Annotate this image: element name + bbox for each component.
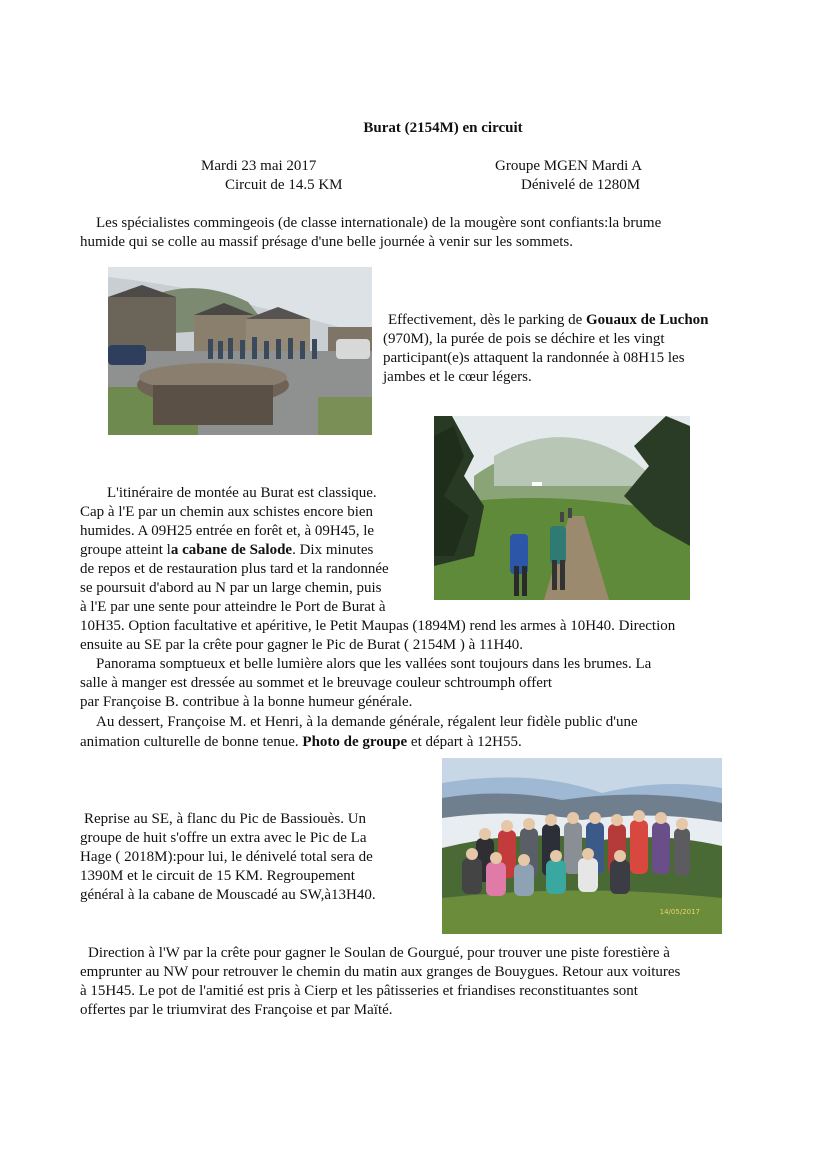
para-route-line: humides. A 09H25 entrée en forêt et, à 09H45, le [80, 523, 375, 539]
elevation-gain: Dénivelé de 1280M [521, 177, 641, 193]
para-route-line: Cap à l'E par un chemin aux schistes encore bien [80, 504, 374, 520]
photo-date-stamp: 14/05/2017 [659, 908, 700, 916]
para-return-line: à 15H45. Le pot de l'amitié est pris à Cierp et les pâtisseries et friandises reconstituantes sont [80, 983, 638, 999]
para-parking-line: Effectivement, dès le parking de Gouaux de Luchon [388, 312, 709, 328]
para-descent-line: 1390M et le circuit de 15 KM. Regroupement [80, 868, 355, 884]
para-parking-line: (970M), la purée de pois se déchire et les vingt [383, 331, 665, 347]
document-title: Burat (2154M) en circuit [363, 120, 523, 136]
group-summit-photo [442, 758, 722, 934]
para-route-line: de repos et de restauration plus tard et la randonnée [80, 561, 389, 577]
para-return-line: offertes par le triumvirat des Françoise et par Maïté. [80, 1002, 393, 1018]
group-photo-label: Photo de groupe [302, 734, 408, 750]
place-cabane-de-salode: a cabane de Salode [170, 542, 293, 558]
para-descent-line: Hage ( 2018M):pour lui, le dénivelé total sera de [80, 849, 373, 865]
para-return-line: emprunter au NW pour retrouver le chemin du matin aux granges de Bouygues. Retour aux voitures [80, 964, 681, 980]
para-route-line: 10H35. Option facultative et apéritive, le Petit Maupas (1894M) rend les armes à 10H40. Direction [80, 618, 676, 634]
para-summit-line: salle à manger est dressée au sommet et le breuvage couleur schtroumph offert [80, 675, 553, 691]
para-parking-line: participant(e)s attaquent la randonnée à 08H15 les [383, 350, 685, 366]
para-return-line: Direction à l'W par la crête pour gagner le Soulan de Gourgué, pour trouver une piste forestière à [88, 945, 670, 961]
para-descent-line: général à la cabane de Mouscadé au SW,à13H40. [80, 887, 376, 903]
hikers-trail-photo [434, 416, 690, 600]
para-route-line: L'itinéraire de montée au Burat est classique. [107, 485, 377, 501]
para-dessert-line: animation culturelle de bonne tenue. Photo de groupe et départ à 12H55. [80, 734, 522, 750]
para-route-line: ensuite au SE par la crête pour gagner le Pic de Burat ( 2154M ) à 11H40. [80, 637, 524, 653]
para-route-line: à l'E par une sente pour atteindre le Port de Burat à [80, 599, 386, 615]
group-name: Groupe MGEN Mardi A [495, 158, 643, 174]
place-gouaux-de-luchon: Gouaux de Luchon [585, 312, 709, 328]
para-summit-line: Panorama somptueux et belle lumière alors que les vallées sont toujours dans les brumes. La [96, 656, 652, 672]
para-descent-line: Reprise au SE, à flanc du Pic de Bassiouès. Un [84, 811, 367, 827]
intro-line: humide qui se colle au massif présage d'une belle journée à venir sur les sommets. [80, 234, 573, 250]
circuit-length: Circuit de 14.5 KM [225, 177, 343, 193]
para-route-line: se poursuit d'abord au N par un large chemin, puis [80, 580, 382, 596]
para-descent-line: groupe de huit s'offre un extra avec le Pic de La [80, 830, 367, 846]
para-parking-line: jambes et le cœur légers. [383, 369, 532, 385]
outing-date: Mardi 23 mai 2017 [201, 158, 317, 174]
para-route-line: groupe atteint la cabane de Salode. Dix minutes [80, 542, 374, 558]
para-dessert-line: Au dessert, Françoise M. et Henri, à la demande générale, régalent leur fidèle public d'une [96, 714, 638, 730]
parking-village-photo [108, 267, 372, 435]
intro-line: Les spécialistes commingeois (de classe internationale) de la mougère sont confiants:la brume [96, 215, 662, 231]
para-summit-line: par Françoise B. contribue à la bonne humeur générale. [80, 694, 413, 710]
